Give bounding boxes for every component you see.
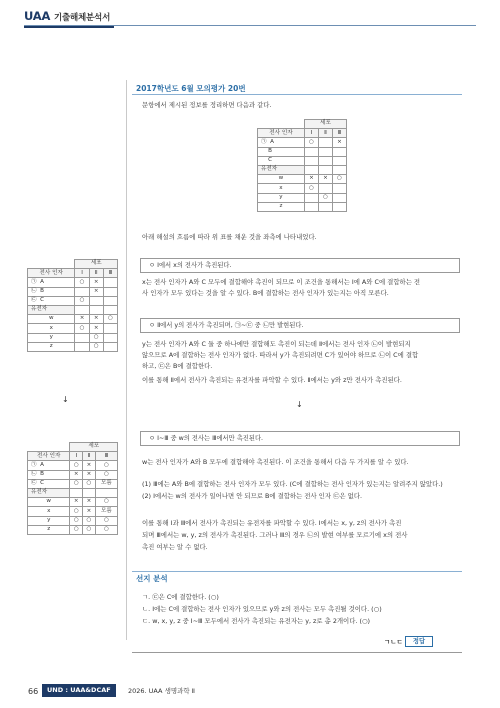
left-table-col: Ⅱ bbox=[83, 452, 96, 461]
cell: 모름 bbox=[95, 479, 117, 488]
cell: ○ bbox=[95, 498, 117, 507]
gene-label-header: 유전자 bbox=[28, 488, 70, 497]
answer-badge: 정답 bbox=[405, 636, 433, 647]
left-table-col: Ⅲ bbox=[95, 452, 117, 461]
main-table-cell bbox=[304, 156, 318, 165]
cell: ○ bbox=[83, 516, 96, 525]
gene-cell: ○ bbox=[304, 184, 318, 193]
cell: × bbox=[89, 287, 103, 296]
cell bbox=[103, 287, 117, 296]
cell bbox=[103, 342, 117, 351]
cell: ○ bbox=[70, 479, 83, 488]
cell: × bbox=[83, 507, 96, 516]
gene-cell: ○ bbox=[318, 193, 332, 202]
gene-cell: × bbox=[318, 175, 332, 184]
main-table-row-label: ㉠ A bbox=[258, 138, 305, 147]
main-table-cell: ○ bbox=[304, 138, 318, 147]
gene-label: x bbox=[28, 507, 70, 516]
cell: ○ bbox=[83, 525, 96, 534]
footer-text: 2026. UAA 생명과학 Ⅱ bbox=[128, 687, 195, 695]
gene-label: z bbox=[28, 525, 70, 534]
step2-text-3: 하고, ㉢은 B에 결합한다. bbox=[142, 362, 213, 370]
main-table-col: Ⅱ bbox=[318, 129, 332, 138]
gene-cell bbox=[332, 202, 346, 211]
main-table bbox=[257, 119, 347, 212]
left-table-2 bbox=[27, 442, 118, 535]
main-table-col: Ⅲ bbox=[332, 129, 346, 138]
main-table-gene-label: 유전자 bbox=[258, 165, 305, 174]
selection-title: 선지 분석 bbox=[136, 574, 168, 583]
gene-label: z bbox=[28, 342, 75, 351]
step2-text-4: 이를 통해 Ⅱ에서 전사가 촉진되는 유전자를 파악할 수 있다. Ⅱ에서는 y와 z만 전사가 촉진된다. bbox=[142, 376, 402, 384]
gene-label: x bbox=[258, 184, 305, 193]
cell: ○ bbox=[95, 525, 117, 534]
header-brand: UAA bbox=[24, 9, 51, 23]
gene-cell bbox=[332, 184, 346, 193]
main-table-cell bbox=[318, 156, 332, 165]
cell: ○ bbox=[75, 296, 89, 305]
step3-list-1: (1) Ⅲ에는 A와 B에 결합하는 전사 인자가 모두 있다. (C에 결합하는 전사 인자가 있는지는 알려주지 않았다.) bbox=[142, 480, 443, 488]
step3-box: ㅇ Ⅰ~Ⅲ 중 w의 전사는 Ⅲ에서만 촉진된다. bbox=[140, 431, 460, 446]
main-table-group: 세포 bbox=[304, 120, 346, 129]
left-table-group: 세포 bbox=[70, 443, 118, 452]
cell: × bbox=[89, 315, 103, 324]
left-table-col: Ⅰ bbox=[70, 452, 83, 461]
question-rule bbox=[132, 94, 462, 95]
cell: ○ bbox=[89, 333, 103, 342]
arrow-down-icon: ↓ bbox=[296, 400, 303, 409]
cell bbox=[103, 324, 117, 333]
cell: ○ bbox=[95, 516, 117, 525]
step2-text-1: y는 전사 인자가 A와 C 둘 중 하나에만 결합해도 촉진이 되는데 Ⅱ에서는 전사 인자 ㉡이 발현되지 bbox=[142, 340, 411, 348]
cell: × bbox=[83, 470, 96, 479]
step2-box: ㅇ Ⅱ에서 y의 전사가 촉진되며, ㉠~㉢ 중 ㉡만 발현된다. bbox=[140, 318, 460, 333]
main-table-col: Ⅰ bbox=[304, 129, 318, 138]
row-label: ㉢ C bbox=[28, 479, 70, 488]
choice-2: ㄴ. Ⅰ에는 C에 결합하는 전사 인자가 있으므로 y와 z의 전사는 모두 촉진될 것이다. (○) bbox=[142, 605, 382, 613]
cell: ○ bbox=[83, 479, 96, 488]
main-table-row-label: C bbox=[258, 156, 305, 165]
left-table-col: Ⅱ bbox=[89, 269, 103, 278]
row-label: ㉡ B bbox=[28, 470, 70, 479]
cell: × bbox=[83, 461, 96, 470]
step1-box: ㅇ Ⅰ에서 x의 전사가 촉진된다. bbox=[140, 258, 460, 273]
gene-cell bbox=[332, 193, 346, 202]
main-table-cell bbox=[332, 156, 346, 165]
gene-label: z bbox=[258, 202, 305, 211]
gene-label: y bbox=[28, 333, 75, 342]
step1-text-2: 사 인자가 모두 있다는 것을 알 수 있다. B에 결합하는 전사 인자가 있는지는 아직 모른다. bbox=[142, 289, 389, 297]
cell: ○ bbox=[95, 461, 117, 470]
cell: × bbox=[70, 470, 83, 479]
question-title: 2017학년도 6월 모의평가 20번 bbox=[136, 84, 246, 93]
step3-list-2: (2) Ⅰ에서는 w의 전사가 일어나면 안 되므로 B에 결합하는 전사 인자 ㉢은 없다. bbox=[142, 492, 363, 500]
cell bbox=[103, 296, 117, 305]
step3-text-2: 이를 통해 Ⅰ과 Ⅲ에서 전사가 촉진되는 유전자를 파악할 수 있다. Ⅰ에서는 x, y, z의 전사가 촉진 bbox=[142, 519, 402, 527]
gene-cell bbox=[318, 184, 332, 193]
selection-rule bbox=[132, 571, 462, 572]
step1-text-1: x는 전사 인자가 A와 C 모두에 결합해야 촉진이 되므로 이 조건을 통해서는 Ⅰ에 A와 C에 결합하는 전 bbox=[142, 278, 421, 286]
answer-rule bbox=[132, 652, 462, 653]
main-table-col-label: 전사 인자 bbox=[258, 129, 305, 138]
step2-text-2: 않으므로 A에 결합하는 전사 인자가 없다. 따라서 y가 촉진되려면 C가 있어야 하므로 ㉡이 C에 결합 bbox=[142, 351, 419, 359]
row-label: ㉠ A bbox=[28, 461, 70, 470]
cell: ○ bbox=[89, 342, 103, 351]
footer-badge: UND : UAA&DCAF bbox=[42, 684, 116, 697]
left-table-col: Ⅲ bbox=[103, 269, 117, 278]
left-table-group: 세포 bbox=[75, 260, 118, 269]
gene-label: w bbox=[28, 498, 70, 507]
cell: × bbox=[89, 278, 103, 287]
gene-cell: ○ bbox=[332, 175, 346, 184]
gene-cell bbox=[304, 193, 318, 202]
header-title bbox=[24, 9, 110, 25]
cell: ○ bbox=[95, 470, 117, 479]
left-table-col-label: 전사 인자 bbox=[28, 269, 75, 278]
header-rule-accent bbox=[24, 26, 114, 28]
step3-text-4: 촉진 여부는 알 수 없다. bbox=[142, 543, 208, 551]
gene-cell bbox=[304, 202, 318, 211]
cell: ○ bbox=[75, 278, 89, 287]
arrow-down-icon: ↓ bbox=[62, 395, 69, 404]
cell bbox=[75, 287, 89, 296]
cell: × bbox=[89, 324, 103, 333]
cell: 모름 bbox=[95, 507, 117, 516]
cell: ○ bbox=[70, 516, 83, 525]
main-table-cell bbox=[332, 147, 346, 156]
cell: × bbox=[70, 498, 83, 507]
gene-cell: × bbox=[304, 175, 318, 184]
main-table-cell bbox=[318, 138, 332, 147]
step3-text-1: w는 전사 인자가 A와 B 모두에 결합해야 촉진된다. 이 조건을 통해서 다음 두 가지를 알 수 있다. bbox=[142, 458, 409, 466]
intro-text: 문항에서 제시된 정보를 정리하면 다음과 같다. bbox=[142, 101, 272, 109]
gene-label: y bbox=[28, 516, 70, 525]
cell bbox=[75, 333, 89, 342]
cell: ○ bbox=[75, 324, 89, 333]
left-table-col: Ⅰ bbox=[75, 269, 89, 278]
left-table-col-label: 전사 인자 bbox=[28, 452, 70, 461]
cell: ○ bbox=[103, 315, 117, 324]
row-label: ㉡ B bbox=[28, 287, 75, 296]
left-table-1 bbox=[27, 259, 118, 352]
gene-cell bbox=[318, 202, 332, 211]
cell bbox=[103, 278, 117, 287]
cell: × bbox=[75, 315, 89, 324]
choice-3: ㄷ. w, x, y, z 중 Ⅰ~Ⅲ 모두에서 전사가 촉진되는 유전자는 y, z로 총 2개이다. (○) bbox=[142, 617, 371, 625]
cell bbox=[103, 333, 117, 342]
cell bbox=[75, 342, 89, 351]
main-table-row-label: B bbox=[258, 147, 305, 156]
gene-label: y bbox=[258, 193, 305, 202]
gene-label: x bbox=[28, 324, 75, 333]
main-table-cell bbox=[304, 147, 318, 156]
gene-label-header: 유전자 bbox=[28, 305, 75, 314]
page-number: 66 bbox=[28, 687, 39, 696]
main-table-cell bbox=[318, 147, 332, 156]
step3-text-3: 되며 Ⅲ에서는 w, y, z의 전사가 촉진된다. 그러나 Ⅲ의 경우 ㉡의 발현 여부를 모르기에 x의 전사 bbox=[142, 531, 408, 539]
cell: ○ bbox=[70, 461, 83, 470]
flow-text: 아래 해설의 흐름에 따라 위 표를 채운 것을 좌측에 나타내었다. bbox=[142, 233, 317, 241]
margin-divider bbox=[126, 80, 127, 640]
cell: ○ bbox=[70, 525, 83, 534]
answer-label: ㄱㄴㄷ bbox=[384, 638, 403, 646]
main-table-cell: × bbox=[332, 138, 346, 147]
choice-1: ㄱ. ㉢은 C에 결합한다. (○) bbox=[142, 593, 219, 601]
gene-label: w bbox=[258, 175, 305, 184]
row-label: ㉢ C bbox=[28, 296, 75, 305]
row-label: ㉠ A bbox=[28, 278, 75, 287]
cell: ○ bbox=[70, 507, 83, 516]
cell: × bbox=[83, 498, 96, 507]
cell bbox=[89, 296, 103, 305]
gene-label: w bbox=[28, 315, 75, 324]
header-subtitle: 기출해체분석서 bbox=[54, 13, 111, 23]
